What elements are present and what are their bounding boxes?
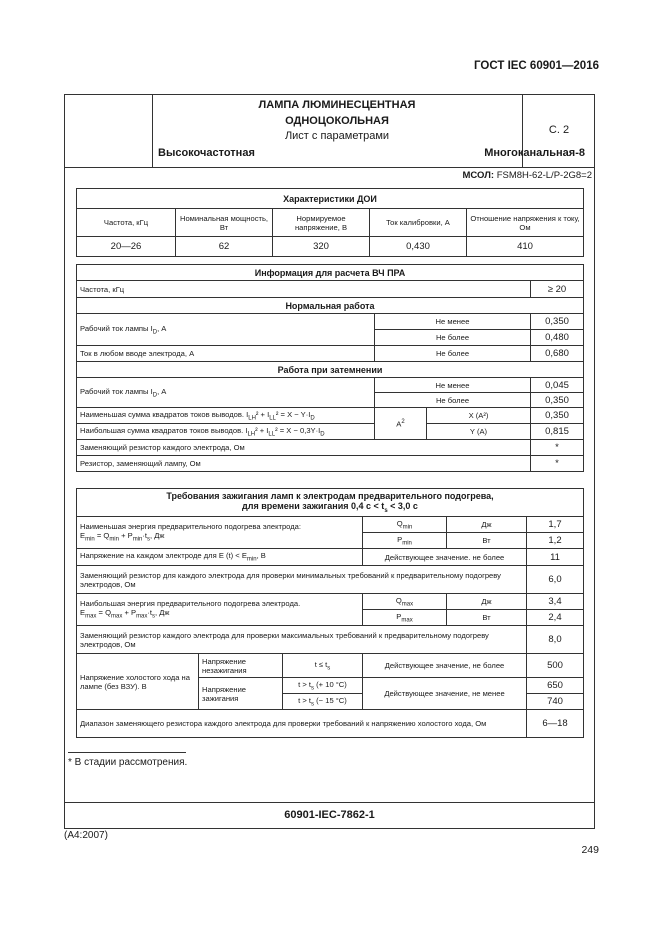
resistor-range-value: 6—18 [527, 710, 584, 738]
ignition-table [76, 488, 584, 738]
resistor-range-label: Диапазон заменяющего резистора каждого электрода для проверки требований к напряжению холостого хода, Ом [77, 710, 527, 738]
non-ignition-qualifier: Действующее значение, не более [363, 654, 527, 678]
x-label: X (A²) [427, 408, 531, 424]
normal-heading: Нормальная работа [77, 298, 584, 314]
non-ignition-value: 500 [527, 654, 584, 678]
q-max-unit: Дж [447, 594, 527, 610]
ignition-condition-cold: $t > t_s$ (− 15 °C) [283, 694, 363, 710]
standard-number: ГОСТ IEC 60901—2016 [474, 60, 599, 72]
title-line-1: ЛАМПА ЛЮМИНЕСЦЕНТНАЯ [258, 99, 416, 111]
x-value: 0,350 [531, 408, 584, 424]
dimming-max-value: 0,350 [531, 393, 584, 408]
ignition-voltage-label: Напряжение зажигания [199, 678, 283, 710]
dimming-min-label: Не менее [375, 378, 531, 393]
ignition-value-cold: 740 [527, 694, 584, 710]
page-number: 249 [581, 844, 599, 856]
doi-current-value: 0,430 [370, 237, 467, 257]
electrode-voltage-qualifier: Действующее значение. не более [363, 549, 527, 566]
p-min-unit: Вт [447, 533, 527, 549]
footnote: * В стадии рассмотрения. [68, 757, 188, 768]
lead-current-value: 0,680 [531, 346, 584, 362]
non-ignition-label: Напряжение незажигания [199, 654, 283, 678]
p-max-unit: Вт [447, 610, 527, 626]
resistor-max-label: Заменяющий резистор каждого электрода для проверки максимальных требований к предварительному подогреву электродов, Ом [77, 626, 527, 654]
resistor-min-label: Заменяющий резистор для каждого электрода для проверки минимальных требований к предварительному подогреву электродов, Ом [77, 566, 527, 594]
normal-min-label: Не менее [375, 314, 531, 330]
doi-voltage-value: 320 [273, 237, 370, 257]
doi-header-ratio: Отношение напряжения к току, Ом [467, 209, 584, 237]
lamp-resistor-value: * [531, 456, 584, 472]
hf-heading: Информация для расчета ВЧ ПРА [77, 265, 584, 281]
resistor-max-value: 8,0 [527, 626, 584, 654]
q-min-unit: Дж [447, 517, 527, 533]
a2-unit: $А^2$ [375, 408, 427, 440]
hf-frequency-value: ≥ 20 [531, 281, 584, 298]
ignition-condition-warm: $t > t_s$ (+ 10 °C) [283, 678, 363, 694]
ignition-heading: Требования зажигания ламп к электродам предварительного подогрева, для времени зажигания 0,4 $с < t_s < 3,0$ с [77, 489, 584, 517]
y-value: 0,815 [531, 424, 584, 440]
electrode-resistor-value: * [531, 440, 584, 456]
min-energy-label: Наименьшая энергия предварительного подогрева электрода: $E_{min} = Q_{min} + P_{min}\cdot t_s$, Дж [77, 517, 363, 549]
doi-power-value: 62 [176, 237, 273, 257]
hf-frequency-label: Частота, кГц [77, 281, 531, 298]
lamp-resistor-label: Резистор, заменяющий лампу, Ом [77, 456, 531, 472]
doi-header-voltage: Нормируемое напряжение, В [273, 209, 370, 237]
footnote-divider [68, 752, 186, 753]
doi-table [76, 188, 584, 257]
max-sum-label: Наибольшая сумма квадратов токов выводов. $I_{LH}^2 + I_{LL}^2 = X - 0,3Y\cdot I_D$ [77, 424, 375, 440]
electrode-voltage-label: Напряжение на каждом электроде для E $(t) < E_{min}$, В [77, 549, 363, 566]
title-line-2: ОДНОЦОКОЛЬНАЯ [285, 115, 389, 127]
title-left-label: Высокочастотная [158, 147, 255, 159]
hf-table [76, 264, 584, 472]
ignition-value-warm: 650 [527, 678, 584, 694]
title-line-3: Лист с параметрами [284, 130, 390, 142]
non-ignition-condition: $t \le t_s$ [283, 654, 363, 678]
doi-header-power: Номинальная мощность, Вт [176, 209, 273, 237]
doi-heading: Характеристики ДОИ [77, 189, 584, 209]
doi-header-frequency: Частота, кГц [77, 209, 176, 237]
normal-max-label: Не более [375, 330, 531, 346]
normal-max-value: 0,480 [531, 330, 584, 346]
ignition-qualifier: Действующее значение, не менее [363, 678, 527, 710]
msol-code: МСОЛ: FSM8H-62-L/P-2G8=2 [462, 170, 592, 181]
dimming-min-value: 0,045 [531, 378, 584, 393]
footer-divider [64, 802, 595, 803]
page-reference: С. 2 [522, 94, 595, 167]
y-label: Y (A) [427, 424, 531, 440]
p-min-symbol: $P_{min}$ [363, 533, 447, 549]
title-right-label: Многоканальная-8 [484, 147, 585, 159]
q-max-value: 3,4 [527, 594, 584, 610]
max-energy-label: Наибольшая энергия предварительного подогрева электрода. $E_{max} = Q_{max} + P_{max}\cdot t_s$, Дж [77, 594, 363, 626]
normal-current-label: Рабочий ток лампы $I_D$, А [77, 314, 375, 346]
dimming-max-label: Не более [375, 393, 531, 408]
q-max-symbol: $Q_{max}$ [363, 594, 447, 610]
doi-frequency-value: 20—26 [77, 237, 176, 257]
dimming-heading: Работа при затемнении [77, 362, 584, 378]
p-min-value: 1,2 [527, 533, 584, 549]
lead-current-label: Ток в любом вводе электрода, А [77, 346, 375, 362]
normal-min-value: 0,350 [531, 314, 584, 330]
title-block-left-cell [64, 94, 153, 167]
p-max-symbol: $P_{max}$ [363, 610, 447, 626]
min-sum-label: Наименьшая сумма квадратов токов выводов. $I_{LH}^2 + I_{LL}^2 = X - Y\cdot I_D$ [77, 408, 375, 424]
electrode-resistor-label: Заменяющий резистор каждого электрода, Ом [77, 440, 531, 456]
ocv-label: Напряжение холостого хода на лампе (без ВЗУ). В [77, 654, 199, 710]
electrode-voltage-value: 11 [527, 549, 584, 566]
q-min-value: 1,7 [527, 517, 584, 533]
lead-current-max-label: Не более [375, 346, 531, 362]
p-max-value: 2,4 [527, 610, 584, 626]
q-min-symbol: $Q_{min}$ [363, 517, 447, 533]
sheet-code: 60901-IEC-7862-1 [284, 809, 375, 821]
paper-format: (A4:2007) [64, 830, 108, 841]
resistor-min-value: 6,0 [527, 566, 584, 594]
doi-ratio-value: 410 [467, 237, 584, 257]
doi-header-current: Ток калибровки, А [370, 209, 467, 237]
dimming-current-label: Рабочий ток лампы $I_D$, А [77, 378, 375, 408]
